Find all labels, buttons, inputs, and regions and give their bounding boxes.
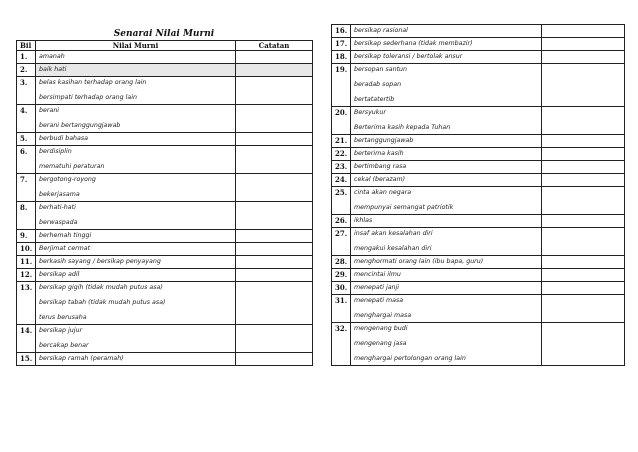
- value-text: menghargai pertolongan orang lain: [354, 355, 466, 362]
- value-text: bersikap gigih (tidak mudah putus asa): [39, 284, 163, 291]
- catatan-cell: [236, 325, 313, 353]
- value-text: berani bertanggungjawab: [39, 122, 121, 129]
- row-number: 20.: [332, 107, 351, 135]
- catatan-cell: [542, 323, 625, 366]
- table-row: [332, 174, 625, 187]
- table-row: [332, 51, 625, 64]
- table-row: [332, 256, 625, 269]
- value-text: bersikap tabah (tidak mudah putus asa): [39, 299, 166, 306]
- row-number: 14.: [17, 325, 36, 353]
- catatan-cell: [542, 161, 625, 174]
- value-text: mempunyai semangat patriotik: [354, 204, 454, 211]
- value-text: berdisiplin: [39, 148, 72, 155]
- value-cell: [351, 215, 542, 228]
- catatan-cell: [236, 146, 313, 174]
- row-number: 29.: [332, 269, 351, 282]
- row-number: 3.: [17, 77, 36, 105]
- value-text: menepati masa: [354, 297, 404, 304]
- table-row: [17, 230, 313, 243]
- value-text: bersikap ramah (peramah): [39, 355, 124, 362]
- value-text: Berjimat cermat: [39, 245, 91, 252]
- value-text: menepati janji: [354, 284, 400, 291]
- catatan-cell: [236, 77, 313, 105]
- catatan-cell: [542, 256, 625, 269]
- table-row: [332, 323, 625, 366]
- table-row: [17, 105, 313, 133]
- catatan-cell: [542, 107, 625, 135]
- value-text: berhemah tinggi: [39, 232, 92, 239]
- value-cell: [351, 269, 542, 282]
- value-text: Bersyukur: [354, 109, 387, 116]
- row-number: 16.: [332, 25, 351, 38]
- catatan-cell: [542, 148, 625, 161]
- value-cell: [351, 256, 542, 269]
- catatan-cell: [542, 64, 625, 107]
- catatan-cell: [236, 51, 313, 64]
- row-number: 5.: [17, 133, 36, 146]
- catatan-cell: [236, 269, 313, 282]
- value-cell: [36, 353, 236, 366]
- table-row: [332, 269, 625, 282]
- value-cell: [351, 148, 542, 161]
- catatan-cell: [236, 230, 313, 243]
- catatan-cell: [236, 64, 313, 77]
- row-number: 1.: [17, 51, 36, 64]
- row-number: 24.: [332, 174, 351, 187]
- table-row: [332, 107, 625, 135]
- table-row: [17, 269, 313, 282]
- catatan-cell: [542, 25, 625, 38]
- row-number: 21.: [332, 135, 351, 148]
- table-row: [332, 25, 625, 38]
- value-cell: [36, 202, 236, 230]
- row-number: 32.: [332, 323, 351, 366]
- value-text: cinta akan negara: [354, 189, 412, 196]
- header-catatan: Catatan: [236, 41, 313, 51]
- row-number: 4.: [17, 105, 36, 133]
- catatan-cell: [236, 256, 313, 269]
- catatan-cell: [542, 135, 625, 148]
- table-row: [332, 148, 625, 161]
- value-text: insaf akan kesalahan diri: [354, 230, 433, 237]
- value-cell: [36, 174, 236, 202]
- value-text: cekal (berazam): [354, 176, 406, 183]
- table-row: [17, 202, 313, 230]
- value-text: bersikap adil: [39, 271, 80, 278]
- value-text: bercakap benar: [39, 342, 89, 349]
- value-text: amanah: [39, 53, 65, 60]
- value-text: mencintai ilmu: [354, 271, 401, 278]
- value-cell: [351, 295, 542, 323]
- value-text: bertimbang rasa: [354, 163, 407, 170]
- value-text: mematuhi peraturan: [39, 163, 105, 170]
- values-table-right: [331, 24, 625, 366]
- values-table-left: [16, 40, 313, 366]
- value-text: ikhlas: [354, 217, 373, 224]
- table-row: [17, 133, 313, 146]
- value-text: berkasih sayang / bersikap penyayang: [39, 258, 161, 265]
- row-number: 7.: [17, 174, 36, 202]
- row-number: 17.: [332, 38, 351, 51]
- catatan-cell: [236, 282, 313, 325]
- catatan-cell: [542, 187, 625, 215]
- value-cell: [351, 323, 542, 366]
- table-row: [17, 77, 313, 105]
- value-cell: [36, 77, 236, 105]
- row-number: 28.: [332, 256, 351, 269]
- value-text: Berterima kasih kepada Tuhan: [354, 124, 451, 131]
- value-text: mengakui kesalahan diri: [354, 245, 432, 252]
- value-cell: [36, 146, 236, 174]
- table-row: [332, 228, 625, 256]
- row-number: 9.: [17, 230, 36, 243]
- catatan-cell: [542, 38, 625, 51]
- value-cell: [36, 51, 236, 64]
- table-row: [17, 353, 313, 366]
- value-text: bersimpati terhadap orang lain: [39, 94, 137, 101]
- value-text: bergotong-royong: [39, 176, 96, 183]
- value-text: bertanggungjawab: [354, 137, 414, 144]
- value-cell: [351, 135, 542, 148]
- row-number: 31.: [332, 295, 351, 323]
- row-number: 8.: [17, 202, 36, 230]
- row-number: 15.: [17, 353, 36, 366]
- value-text: mengenang budi: [354, 325, 408, 332]
- table-row: [17, 146, 313, 174]
- row-number: 12.: [17, 269, 36, 282]
- value-text: bersikap sederhana (tidak membazir): [354, 40, 473, 47]
- value-cell: [351, 38, 542, 51]
- value-text: berwaspada: [39, 219, 78, 226]
- value-cell: [351, 64, 542, 107]
- value-text: berani: [39, 107, 60, 114]
- value-text: bersikap toleransi / bertolak ansur: [354, 53, 463, 60]
- row-number: 2.: [17, 64, 36, 77]
- row-number: 26.: [332, 215, 351, 228]
- row-number: 25.: [332, 187, 351, 215]
- table-row: [17, 174, 313, 202]
- value-text: beradab sopan: [354, 81, 402, 88]
- value-cell: [351, 107, 542, 135]
- value-cell: [351, 187, 542, 215]
- row-number: 10.: [17, 243, 36, 256]
- value-cell: [36, 243, 236, 256]
- header-bil: Bil: [17, 41, 36, 51]
- table-header-row: [17, 41, 313, 51]
- table-row: [17, 325, 313, 353]
- catatan-cell: [236, 174, 313, 202]
- value-text: berterima kasih: [354, 150, 404, 157]
- value-cell: [36, 256, 236, 269]
- value-text: bekerjasama: [39, 191, 80, 198]
- value-cell: [36, 64, 236, 77]
- table-row: [332, 135, 625, 148]
- value-cell: [36, 133, 236, 146]
- table-row: [332, 295, 625, 323]
- value-cell: [351, 228, 542, 256]
- row-number: 23.: [332, 161, 351, 174]
- value-cell: [36, 269, 236, 282]
- catatan-cell: [542, 174, 625, 187]
- table-row: [332, 282, 625, 295]
- value-cell: [351, 174, 542, 187]
- value-cell: [36, 230, 236, 243]
- value-text: menghargai masa: [354, 312, 412, 319]
- document-title: Senarai Nilai Murni: [113, 29, 215, 39]
- table-row: [332, 187, 625, 215]
- row-number: 19.: [332, 64, 351, 107]
- catatan-cell: [542, 295, 625, 323]
- table-row: [17, 243, 313, 256]
- row-number: 11.: [17, 256, 36, 269]
- value-text: terus berusaha: [39, 314, 87, 321]
- header-nilai-murni: Nilai Murni: [36, 41, 236, 51]
- catatan-cell: [542, 282, 625, 295]
- row-number: 27.: [332, 228, 351, 256]
- table-row: [332, 161, 625, 174]
- row-number: 30.: [332, 282, 351, 295]
- value-text: mengenang jasa: [354, 340, 407, 347]
- value-cell: [351, 25, 542, 38]
- value-text: bertatatertib: [354, 96, 395, 103]
- table-row: [17, 256, 313, 269]
- value-cell: [36, 282, 236, 325]
- value-text: berbudi bahasa: [39, 135, 89, 142]
- table-row: [17, 64, 313, 77]
- value-text: baik hati: [39, 66, 67, 73]
- row-number: 13.: [17, 282, 36, 325]
- value-text: menghormati orang lain (ibu bapa, guru): [354, 258, 484, 265]
- catatan-cell: [236, 353, 313, 366]
- table-row: [17, 282, 313, 325]
- row-number: 6.: [17, 146, 36, 174]
- table-row: [17, 51, 313, 64]
- catatan-cell: [542, 51, 625, 64]
- catatan-cell: [236, 202, 313, 230]
- value-cell: [36, 105, 236, 133]
- value-cell: [351, 282, 542, 295]
- catatan-cell: [236, 243, 313, 256]
- catatan-cell: [542, 269, 625, 282]
- catatan-cell: [542, 215, 625, 228]
- value-cell: [36, 325, 236, 353]
- table-row: [332, 38, 625, 51]
- value-cell: [351, 161, 542, 174]
- value-text: belas kasihan terhadap orang lain: [39, 79, 147, 86]
- value-cell: [351, 51, 542, 64]
- catatan-cell: [236, 133, 313, 146]
- catatan-cell: [236, 105, 313, 133]
- value-text: bersikap rasional: [354, 27, 408, 34]
- value-text: bersopan santun: [354, 66, 408, 73]
- row-number: 18.: [332, 51, 351, 64]
- catatan-cell: [542, 228, 625, 256]
- row-number: 22.: [332, 148, 351, 161]
- value-text: bersikap jujur: [39, 327, 83, 334]
- value-text: berhati-hati: [39, 204, 76, 211]
- table-row: [332, 215, 625, 228]
- table-row: [332, 64, 625, 107]
